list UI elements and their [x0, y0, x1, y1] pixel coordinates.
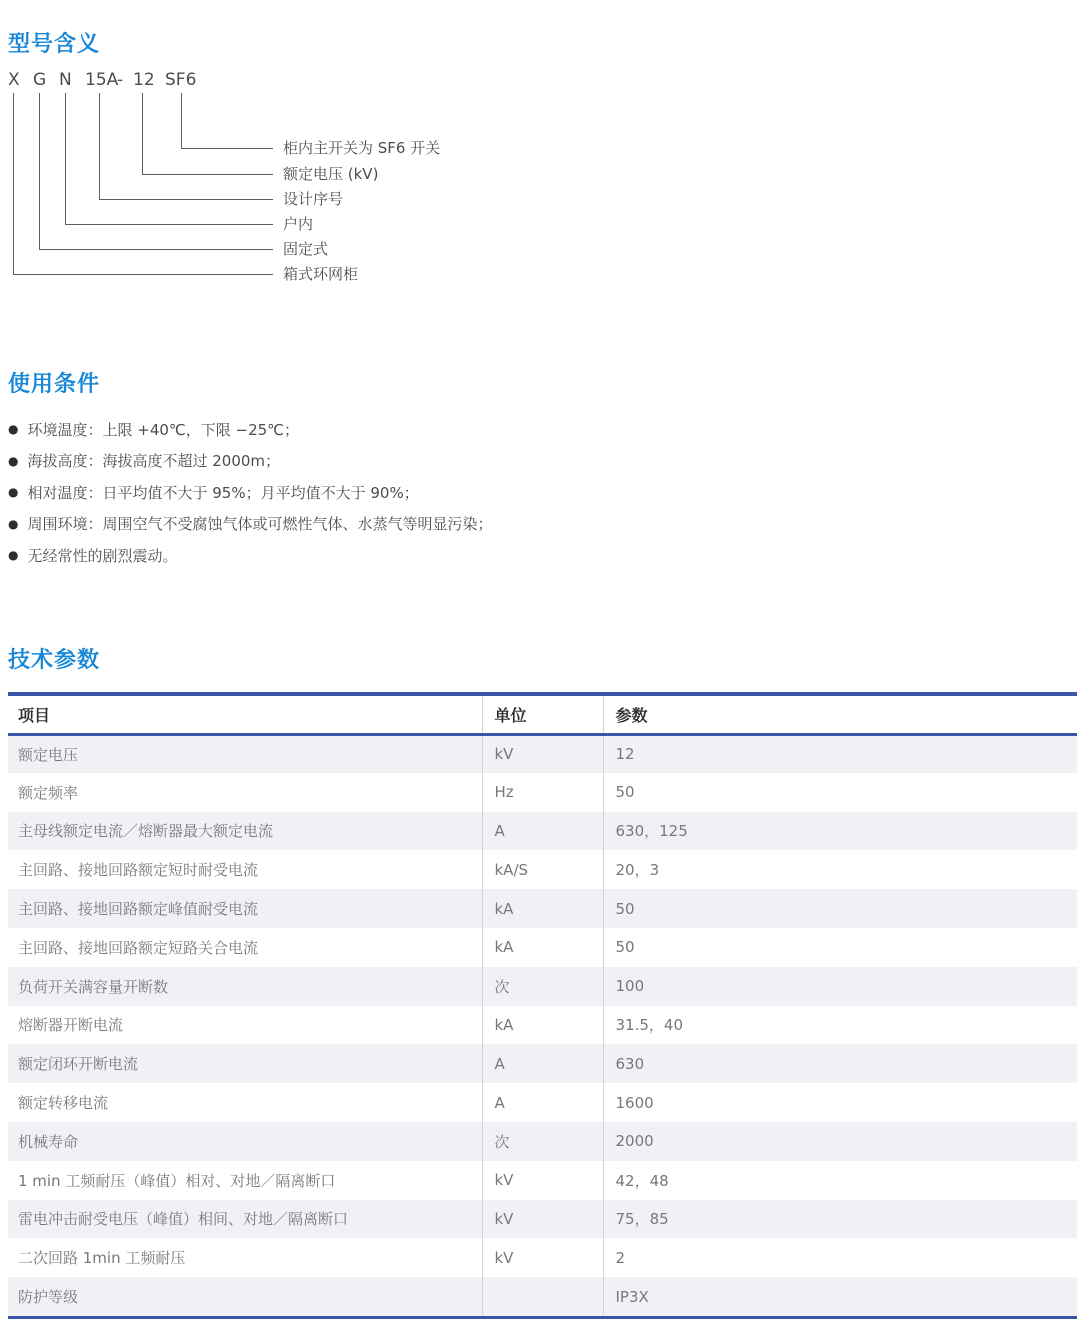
- model-code-part: 12: [133, 70, 155, 90]
- param-unit-cell: 次: [482, 1122, 603, 1161]
- table-header: [8, 696, 1077, 734]
- param-value-cell: 2000: [603, 1122, 1077, 1161]
- condition-item: [8, 419, 493, 439]
- bullet-icon: ●: [8, 453, 19, 468]
- param-value-cell: 1600: [603, 1083, 1077, 1122]
- param-value-cell: 630: [603, 1044, 1077, 1083]
- model-code-part: X: [8, 70, 20, 90]
- technical-parameters-table-wrap: [8, 692, 1077, 1319]
- model-meaning-title: 型号含义: [8, 32, 101, 57]
- table-row: [8, 1277, 1077, 1316]
- param-value-cell: 630，125: [603, 812, 1077, 851]
- condition-text: 周围环境：周围空气不受腐蚀气体或可燃性气体、水蒸气等明显污染；: [27, 515, 493, 533]
- param-name-cell: 防护等级: [8, 1277, 482, 1316]
- condition-text: 海拔高度：海拔高度不超过 2000m；: [27, 452, 281, 470]
- param-name-cell: 熔断器开断电流: [18, 1016, 124, 1035]
- table-column-header: 单位: [482, 696, 603, 734]
- param-value-cell: 50: [603, 889, 1077, 928]
- param-name-cell: 额定频率: [18, 783, 79, 802]
- param-value-cell: 42，48: [603, 1161, 1077, 1200]
- condition-item: [8, 482, 493, 502]
- model-diagram-label: 设计序号: [283, 190, 344, 208]
- model-code-part: G: [33, 70, 47, 90]
- param-value-cell: IP3X: [603, 1277, 1077, 1316]
- param-name-cell: 主母线额定电流／熔断器最大额定电流: [8, 812, 482, 851]
- param-value-cell: 100: [603, 967, 1077, 1006]
- model-diagram-label: 箱式环网柜: [283, 265, 359, 283]
- table-row: [8, 1006, 1077, 1045]
- table-row: [8, 1083, 1077, 1122]
- model-diagram-label: 额定电压 (kV): [283, 165, 379, 183]
- param-name-cell: 额定闭环开断电流: [8, 1044, 482, 1083]
- bullet-icon: ●: [8, 485, 19, 499]
- param-name-cell: 主回路、接地回路额定峰值耐受电流: [8, 889, 482, 928]
- model-diagram-label: 柜内主开关为 SF6 开关: [283, 139, 441, 157]
- usage-conditions-list: [8, 419, 493, 577]
- param-unit-cell: A: [482, 1044, 603, 1083]
- param-unit-cell: A: [482, 812, 603, 851]
- table-row: [8, 812, 1077, 851]
- model-code-part: 15A: [85, 70, 119, 90]
- model-diagram-connector-line: [181, 93, 273, 149]
- table-row: [8, 734, 1077, 773]
- model-code-part: SF6: [165, 70, 197, 90]
- table-row: [8, 1161, 1077, 1200]
- bullet-icon: ●: [8, 548, 19, 562]
- bullet-icon: ●: [8, 422, 19, 436]
- table-header-row: [8, 696, 1077, 734]
- condition-item: [8, 514, 493, 534]
- condition-text: 环境温度：上限 +40℃，下限 −25℃；: [27, 420, 300, 439]
- param-unit-cell: [482, 1277, 603, 1316]
- technical-parameters-table: [8, 696, 1077, 1316]
- param-unit-cell: kA: [482, 1006, 603, 1045]
- table-row: [8, 889, 1077, 928]
- technical-parameters-title: 技术参数: [8, 648, 101, 673]
- table-row: [8, 1200, 1077, 1239]
- table-row: [8, 967, 1077, 1006]
- param-value-cell: 12: [603, 734, 1077, 773]
- table-row: [8, 773, 1077, 812]
- table-row: [8, 1122, 1077, 1161]
- bullet-icon: ●: [8, 516, 19, 531]
- param-unit-cell: kA: [482, 928, 603, 967]
- usage-conditions-title: 使用条件: [8, 372, 101, 397]
- table-row: [8, 928, 1077, 967]
- model-code-part: N: [59, 70, 72, 90]
- param-unit-cell: kV: [482, 1200, 603, 1239]
- param-name-cell: 额定电压: [8, 734, 482, 773]
- condition-text: 相对温度：日平均值不大于 95%；月平均值不大于 90%；: [27, 483, 419, 502]
- table-row: [8, 1238, 1077, 1277]
- param-unit-cell: kA/S: [482, 850, 603, 889]
- param-value-cell: 50: [603, 928, 1077, 967]
- param-name-cell: 二次回路 1min 工频耐压: [18, 1249, 186, 1268]
- param-unit-cell: 次: [482, 967, 603, 1006]
- table-row: [8, 850, 1077, 889]
- param-value-cell: 75，85: [603, 1200, 1077, 1239]
- table-column-header: 参数: [603, 696, 1077, 734]
- param-name-cell: 主回路、接地回路额定短时耐受电流: [18, 861, 259, 880]
- param-name-cell: 负荷开关满容量开断数: [8, 967, 482, 1006]
- model-code-part: -: [117, 70, 124, 90]
- model-diagram-label: 户内: [283, 215, 314, 233]
- param-value-cell: 31.5，40: [603, 1006, 1077, 1045]
- param-unit-cell: A: [482, 1083, 603, 1122]
- param-value-cell: 2: [603, 1238, 1077, 1277]
- param-name-cell: 机械寿命: [8, 1122, 482, 1161]
- table-row: [8, 1044, 1077, 1083]
- param-name-cell: 额定转移电流: [18, 1094, 109, 1113]
- param-unit-cell: kV: [482, 1238, 603, 1277]
- param-unit-cell: kV: [482, 734, 603, 773]
- param-name-cell: 1 min 工频耐压（峰值）相对、对地／隔离断口: [18, 1171, 336, 1190]
- param-value-cell: 20，3: [603, 850, 1077, 889]
- param-unit-cell: kV: [482, 1161, 603, 1200]
- param-unit-cell: kA: [482, 889, 603, 928]
- condition-item: [8, 451, 493, 471]
- model-diagram-label: 固定式: [283, 240, 329, 258]
- param-name-cell: 主回路、接地回路额定短路关合电流: [18, 938, 259, 957]
- param-unit-cell: Hz: [482, 773, 603, 812]
- condition-text: 无经常性的剧烈震动。: [27, 546, 178, 565]
- condition-item: [8, 545, 493, 565]
- table-column-header: 项目: [8, 696, 482, 734]
- param-name-cell: 雷电冲击耐受电压（峰值）相间、对地／隔离断口: [8, 1200, 482, 1239]
- param-value-cell: 50: [603, 773, 1077, 812]
- table-body: [8, 734, 1077, 1316]
- model-code-diagram: [8, 70, 648, 310]
